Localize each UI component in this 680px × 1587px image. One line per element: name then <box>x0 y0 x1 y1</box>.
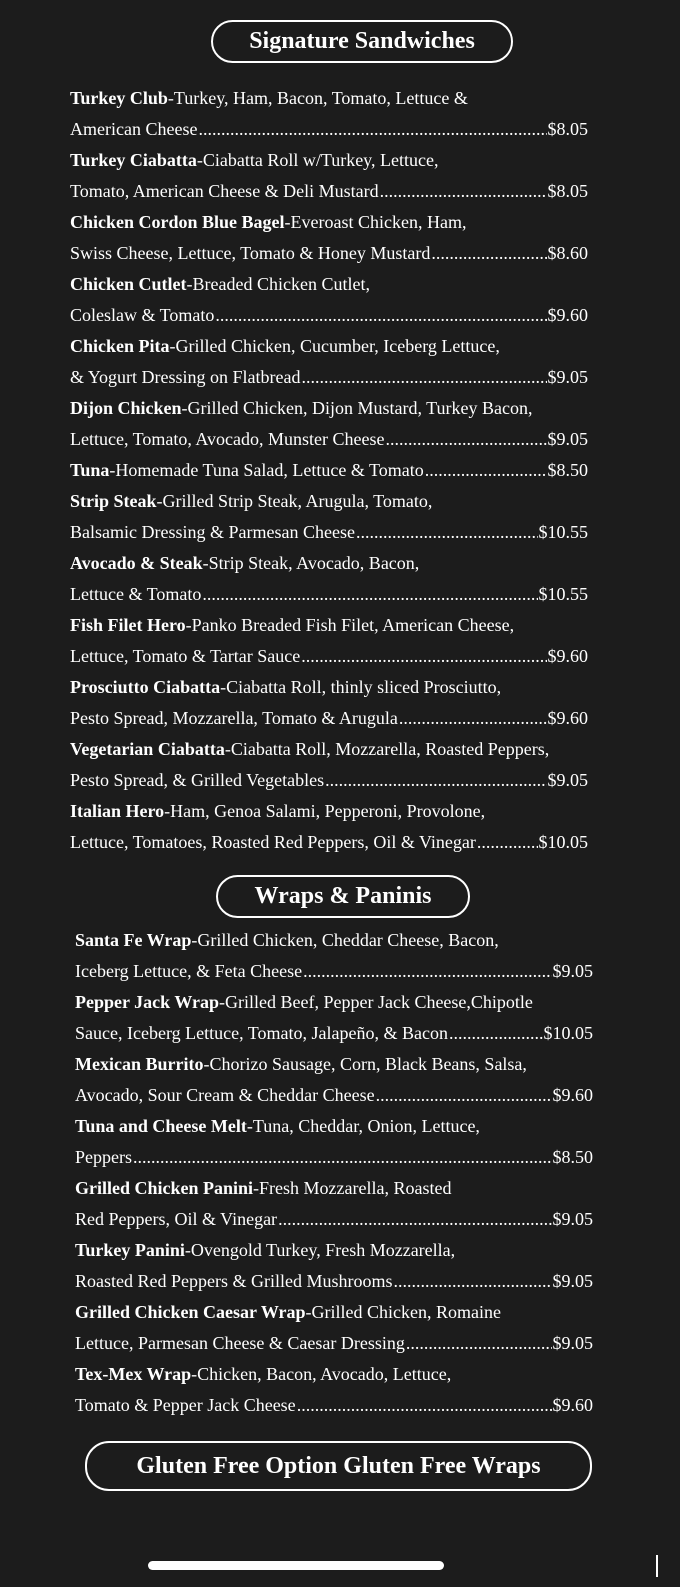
menu-item-line-1 <box>70 207 588 238</box>
menu-item-name: Tex-Mex Wrap <box>75 1364 192 1384</box>
menu-item-description-cont: Pesto Spread, & Grilled Vegetables <box>70 770 325 790</box>
signature-sandwiches-list <box>70 83 588 858</box>
menu-item-line-1 <box>70 796 588 827</box>
menu-item-description-cont: Pesto Spread, Mozzarella, Tomato & Arugula <box>70 708 398 728</box>
menu-item-price: $10.55 <box>538 522 588 542</box>
menu-item-name: Chicken Cutlet <box>70 274 187 294</box>
menu-item <box>75 1111 593 1173</box>
menu-item-price: $8.60 <box>547 243 588 263</box>
dot-leader <box>356 517 538 548</box>
menu-item-line-2 <box>75 1080 593 1111</box>
menu-item <box>75 925 593 987</box>
dot-leader <box>278 1204 551 1235</box>
dot-leader <box>399 703 547 734</box>
menu-item-description: -Grilled Chicken, Romaine <box>305 1302 501 1322</box>
dot-leader <box>406 1328 552 1359</box>
menu-item-description-cont: Swiss Cheese, Lettuce, Tomato & Honey Mustard <box>70 243 431 263</box>
menu-item-price: $9.05 <box>552 961 593 981</box>
menu-item-description: -Homemade Tuna Salad, Lettuce & Tomato <box>109 460 424 480</box>
menu-item <box>70 796 588 858</box>
menu-item-line-1 <box>70 269 588 300</box>
menu-item-line-2 <box>70 641 588 672</box>
menu-item-line-2 <box>70 238 588 269</box>
menu-item-description-cont: Red Peppers, Oil & Vinegar <box>75 1209 278 1229</box>
menu-item-name: Pepper Jack Wrap <box>75 992 220 1012</box>
menu-item-description: -Panko Breaded Fish Filet, American Cheese, <box>185 615 515 635</box>
menu-item-description: -Turkey, Ham, Bacon, Tomato, Lettuce & <box>167 88 468 108</box>
menu-item-name: Italian Hero <box>70 801 165 821</box>
menu-item-description: -Grilled Chicken, Cheddar Cheese, Bacon, <box>191 930 499 950</box>
menu-item-name: Tuna and Cheese Melt <box>75 1116 247 1136</box>
dot-leader <box>297 1390 552 1421</box>
menu-item-line-2 <box>70 827 588 858</box>
menu-item <box>75 987 593 1049</box>
wraps-paninis-list <box>75 925 593 1421</box>
menu-item-price: $8.05 <box>547 181 588 201</box>
menu-item-line-1 <box>70 455 588 486</box>
dot-leader <box>302 362 547 393</box>
menu-item-price: $8.50 <box>552 1147 593 1167</box>
menu-item-description: -Tuna, Cheddar, Onion, Lettuce, <box>246 1116 480 1136</box>
menu-item-price: $9.05 <box>547 367 588 387</box>
dot-leader <box>303 956 551 987</box>
dot-leader <box>325 765 546 796</box>
dot-leader <box>301 641 546 672</box>
menu-item-name: Santa Fe Wrap <box>75 930 192 950</box>
menu-item-line-1 <box>75 1111 593 1142</box>
menu-item-description-cont: Lettuce, Parmesan Cheese & Caesar Dressing <box>75 1333 405 1353</box>
menu-item <box>70 269 588 331</box>
menu-item-line-2 <box>70 579 588 610</box>
dot-leader <box>215 300 546 331</box>
menu-item-name: Fish Filet Hero <box>70 615 186 635</box>
menu-item-price: $10.05 <box>538 832 588 852</box>
menu-item-price: $9.60 <box>547 708 588 728</box>
dot-leader <box>477 827 538 858</box>
menu-item-description: -Chorizo Sausage, Corn, Black Beans, Salsa, <box>203 1054 527 1074</box>
menu-item-description-cont: Lettuce & Tomato <box>70 584 202 604</box>
menu-item <box>70 83 588 145</box>
section-header-wraps-paninis <box>216 875 470 918</box>
menu-item <box>70 393 588 455</box>
section-header-signature-sandwiches <box>211 20 513 63</box>
menu-item-description-cont: Lettuce, Tomato & Tartar Sauce <box>70 646 301 666</box>
home-indicator[interactable] <box>148 1561 444 1570</box>
menu-item-line-1 <box>70 331 588 362</box>
menu-item-price: $9.60 <box>547 646 588 666</box>
dot-leader <box>202 579 537 610</box>
dot-leader <box>376 1080 552 1111</box>
menu-item-description-cont: Peppers <box>75 1147 132 1167</box>
menu-item-line-1 <box>70 548 588 579</box>
menu-item-name: Chicken Cordon Blue Bagel <box>70 212 285 232</box>
menu-item-line-2 <box>70 765 588 796</box>
menu-item-line-1 <box>75 1235 593 1266</box>
menu-item-description-cont: Avocado, Sour Cream & Cheddar Cheese <box>75 1085 375 1105</box>
menu-item-line-2 <box>75 1266 593 1297</box>
menu-item-name: Avocado & Steak <box>70 553 203 573</box>
menu-item <box>70 145 588 207</box>
menu-item-description: -Grilled Strip Steak, Arugula, Tomato, <box>156 491 433 511</box>
menu-item-line-2 <box>75 1018 593 1049</box>
menu-item <box>70 548 588 610</box>
menu-item-line-2 <box>75 1390 593 1421</box>
section-title: Wraps & Paninis <box>254 883 432 909</box>
menu-item-line-1 <box>70 486 588 517</box>
menu-item-description: -Grilled Chicken, Cucumber, Iceberg Lettuce, <box>169 336 500 356</box>
section-title: Signature Sandwiches <box>249 28 475 54</box>
menu-item-price: $9.60 <box>552 1085 593 1105</box>
menu-item <box>70 610 588 672</box>
menu-item-description-cont: Lettuce, Tomato, Avocado, Munster Cheese <box>70 429 385 449</box>
menu-item-price: $8.05 <box>547 119 588 139</box>
menu-item-description: -Ciabatta Roll, thinly sliced Prosciutto, <box>220 677 502 697</box>
menu-item-line-1 <box>75 1173 593 1204</box>
menu-item-line-1 <box>75 1359 593 1390</box>
menu-item-name: Turkey Club <box>70 88 168 108</box>
menu-item <box>70 455 588 486</box>
menu-item-description: -Ham, Genoa Salami, Pepperoni, Provolone, <box>164 801 486 821</box>
gluten-free-text: Gluten Free Option Gluten Free Wraps <box>136 1452 541 1479</box>
menu-item <box>70 672 588 734</box>
menu-item-line-1 <box>75 1297 593 1328</box>
menu-item-description-cont: Balsamic Dressing & Parmesan Cheese <box>70 522 355 542</box>
menu-item-name: Dijon Chicken <box>70 398 182 418</box>
dot-leader <box>133 1142 552 1173</box>
menu-item-description-cont: Iceberg Lettuce, & Feta Cheese <box>75 961 303 981</box>
menu-item <box>70 734 588 796</box>
menu-item-line-1 <box>75 987 593 1018</box>
menu-item <box>75 1173 593 1235</box>
menu-item-name: Prosciutto Ciabatta <box>70 677 221 697</box>
menu-item-price: $9.05 <box>547 770 588 790</box>
dot-leader <box>386 424 547 455</box>
menu-item-line-1 <box>70 610 588 641</box>
menu-item-description-cont: Roasted Red Peppers & Grilled Mushrooms <box>75 1271 393 1291</box>
menu-item-line-2 <box>75 956 593 987</box>
menu-item-line-1 <box>70 672 588 703</box>
menu-item-description-cont: American Cheese <box>70 119 198 139</box>
menu-item-price: $9.05 <box>552 1333 593 1353</box>
menu-item-description: -Ovengold Turkey, Fresh Mozzarella, <box>184 1240 456 1260</box>
menu-item-name: Strip Steak <box>70 491 157 511</box>
menu-item-line-2 <box>70 517 588 548</box>
menu-item-price: $10.05 <box>543 1023 593 1043</box>
menu-item-description: -Everoast Chicken, Ham, <box>284 212 467 232</box>
menu-item-price: $9.05 <box>552 1209 593 1229</box>
menu-item-description: -Chicken, Bacon, Avocado, Lettuce, <box>191 1364 452 1384</box>
menu-item-line-2 <box>75 1328 593 1359</box>
menu-item-line-1 <box>70 393 588 424</box>
menu-item-description: -Strip Steak, Avocado, Bacon, <box>202 553 420 573</box>
menu-item-description: -Ciabatta Roll, Mozzarella, Roasted Peppers, <box>224 739 550 759</box>
dot-leader <box>380 176 547 207</box>
menu-item-price: $9.05 <box>552 1271 593 1291</box>
menu-item-name: Grilled Chicken Caesar Wrap <box>75 1302 306 1322</box>
menu-item-description-cont: Tomato & Pepper Jack Cheese <box>75 1395 296 1415</box>
menu-item <box>70 207 588 269</box>
menu-item <box>75 1235 593 1297</box>
menu-item-line-1 <box>75 1049 593 1080</box>
menu-item-name: Grilled Chicken Panini <box>75 1178 254 1198</box>
menu-item <box>75 1297 593 1359</box>
menu-item-line-2 <box>70 176 588 207</box>
menu-item-line-1 <box>70 145 588 176</box>
menu-item-line-2 <box>75 1142 593 1173</box>
menu-item-line-1 <box>70 734 588 765</box>
menu-item-line-2 <box>70 362 588 393</box>
menu-item-description-cont: Sauce, Iceberg Lettuce, Tomato, Jalapeño, & Bacon <box>75 1023 448 1043</box>
menu-item <box>75 1359 593 1421</box>
menu-item-description: -Grilled Beef, Pepper Jack Cheese,Chipotle <box>219 992 533 1012</box>
dot-leader <box>198 114 546 145</box>
menu-item-description-cont: & Yogurt Dressing on Flatbread <box>70 367 301 387</box>
menu-item-name: Vegetarian Ciabatta <box>70 739 225 759</box>
menu-item-description: -Breaded Chicken Cutlet, <box>186 274 370 294</box>
menu-item-line-2 <box>70 114 588 145</box>
scroll-edge-mark <box>656 1555 658 1577</box>
gluten-free-banner <box>85 1441 592 1491</box>
menu-item-price: $10.55 <box>538 584 588 604</box>
menu-item-line-1 <box>75 925 593 956</box>
menu-item-line-1 <box>70 83 588 114</box>
menu-item-description-cont: Coleslaw & Tomato <box>70 305 215 325</box>
menu-item-name: Turkey Panini <box>75 1240 185 1260</box>
menu-item-name: Tuna <box>70 460 110 480</box>
menu-item-price: $9.60 <box>552 1395 593 1415</box>
menu-item-description-cont: Tomato, American Cheese & Deli Mustard <box>70 181 379 201</box>
dot-leader <box>449 1018 543 1049</box>
menu-item-description: -Grilled Chicken, Dijon Mustard, Turkey Bacon, <box>181 398 533 418</box>
menu-item-price: $8.50 <box>547 460 588 480</box>
menu-item-line-2 <box>70 300 588 331</box>
dot-leader <box>425 455 547 486</box>
menu-item-name: Mexican Burrito <box>75 1054 204 1074</box>
menu-item-line-2 <box>70 703 588 734</box>
menu-item <box>70 486 588 548</box>
menu-item-price: $9.60 <box>547 305 588 325</box>
menu-item-description: -Fresh Mozzarella, Roasted <box>253 1178 452 1198</box>
menu-item-description: -Ciabatta Roll w/Turkey, Lettuce, <box>196 150 439 170</box>
menu-item-price: $9.05 <box>547 429 588 449</box>
menu-item <box>75 1049 593 1111</box>
menu-item-description-cont: Lettuce, Tomatoes, Roasted Red Peppers, Oil & Vinegar <box>70 832 476 852</box>
menu-item-line-2 <box>75 1204 593 1235</box>
menu-item <box>70 331 588 393</box>
menu-item-line-2 <box>70 424 588 455</box>
menu-item-name: Chicken Pita <box>70 336 170 356</box>
dot-leader <box>393 1266 551 1297</box>
menu-item-name: Turkey Ciabatta <box>70 150 197 170</box>
dot-leader <box>431 238 546 269</box>
